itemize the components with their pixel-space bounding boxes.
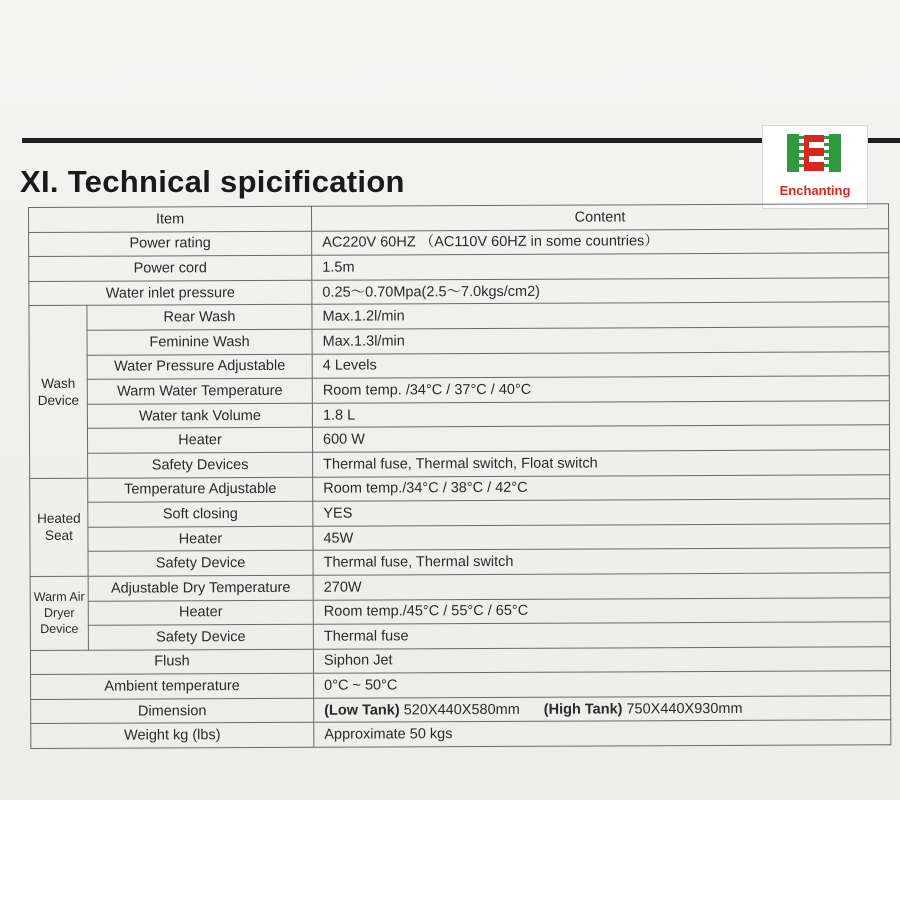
row-content: Room temp./34°C / 38°C / 42°C <box>313 474 890 501</box>
row-content: Max.1.3l/min <box>312 327 889 354</box>
row-item: Heater <box>88 600 313 626</box>
table-row <box>29 425 889 453</box>
table-row <box>29 351 889 379</box>
group-label-line: Heated <box>37 510 81 527</box>
table-header-row <box>29 204 889 232</box>
group-label-warm-air-dryer <box>30 576 88 650</box>
table-row <box>30 597 890 625</box>
table-row <box>30 523 890 551</box>
row-item: Warm Water Temperature <box>87 378 312 404</box>
header-content: Content <box>312 204 889 231</box>
row-item: Power rating <box>29 231 312 257</box>
group-label-wash-device <box>29 306 88 478</box>
table-row <box>29 327 889 355</box>
row-item: Heater <box>88 526 313 552</box>
row-item: Weight kg (lbs) <box>31 723 314 749</box>
row-item: Water inlet pressure <box>29 280 312 306</box>
table-row <box>30 499 890 527</box>
row-content: 45W <box>313 523 890 550</box>
high-tank-label: (High Tank) <box>543 701 623 718</box>
row-content: Thermal fuse, Thermal switch <box>313 548 890 575</box>
row-item: Heater <box>87 428 312 454</box>
row-content: 0.25～0.70Mpa(2.5～7.0kgs/cm2) <box>312 278 889 305</box>
group-label-line: Seat <box>45 528 73 544</box>
table-row <box>30 573 890 601</box>
row-content: AC220V 60HZ （AC110V 60HZ in some countries） <box>312 228 889 255</box>
row-item: Water Pressure Adjustable <box>87 354 312 380</box>
row-item: Rear Wash <box>87 305 312 331</box>
row-item: Water tank Volume <box>87 403 312 429</box>
table-row <box>29 278 889 306</box>
enchanting-e-logo-icon <box>785 132 843 174</box>
row-item: Dimension <box>31 698 314 724</box>
row-content: 1.5m <box>312 253 889 280</box>
brand-name: Enchanting <box>779 183 851 198</box>
table-row <box>30 646 890 674</box>
row-content: 600 W <box>312 425 889 452</box>
table-row <box>30 548 890 576</box>
table-row <box>29 400 889 428</box>
row-content: 270W <box>313 573 890 600</box>
table-row <box>29 228 889 256</box>
low-tank-label: (Low Tank) <box>324 702 400 719</box>
row-item: Flush <box>30 649 313 675</box>
row-content: Room temp. /34°C / 37°C / 40°C <box>312 376 889 403</box>
row-content-dimension <box>314 696 891 723</box>
table-row <box>29 253 889 281</box>
group-label-line: Device <box>37 392 80 408</box>
photo-bottom-margin <box>0 800 900 900</box>
table-row <box>31 671 891 699</box>
table-row <box>30 622 890 650</box>
row-content: YES <box>313 499 890 526</box>
table-row <box>29 376 889 404</box>
group-label-line: Dryer <box>43 606 75 621</box>
row-content: Max.1.2l/min <box>312 302 889 329</box>
group-label-line: Device <box>40 622 79 637</box>
group-label-line: Warm Air <box>33 590 85 605</box>
table-row <box>31 720 891 748</box>
row-content: Room temp./45°C / 55°C / 65°C <box>313 597 890 624</box>
row-item: Temperature Adjustable <box>88 477 313 503</box>
row-content: Thermal fuse <box>313 622 890 649</box>
row-content: 4 Levels <box>312 351 889 378</box>
row-item: Safety Device <box>88 624 313 650</box>
row-content: 1.8 L <box>312 400 889 427</box>
high-tank-size: 750X440X930mm <box>622 700 743 718</box>
table-row <box>31 696 891 724</box>
row-item: Soft closing <box>88 501 313 527</box>
row-item: Ambient temperature <box>31 674 314 700</box>
table-row <box>30 450 890 478</box>
row-item: Safety Device <box>88 551 313 577</box>
row-content: Approximate 50 kgs <box>314 720 891 747</box>
group-label-heated-seat <box>30 478 88 577</box>
row-item: Power cord <box>29 255 312 281</box>
row-content: 0°C ~ 50°C <box>314 671 891 698</box>
spec-table <box>28 203 891 749</box>
row-item: Safety Devices <box>88 452 313 478</box>
group-label-line: Wash <box>41 375 76 391</box>
header-item: Item <box>29 206 312 232</box>
row-item: Adjustable Dry Temperature <box>88 575 313 601</box>
table-row <box>29 302 889 330</box>
row-item: Feminine Wash <box>87 329 312 355</box>
section-title: XI. Technical spicification <box>20 164 405 199</box>
brand-logo <box>762 125 868 209</box>
row-content: Siphon Jet <box>313 646 890 673</box>
low-tank-size: 520X440X580mm <box>399 701 520 719</box>
table-row <box>30 474 890 502</box>
manual-previous-page <box>0 0 900 105</box>
row-content: Thermal fuse, Thermal switch, Float switch <box>313 450 890 477</box>
